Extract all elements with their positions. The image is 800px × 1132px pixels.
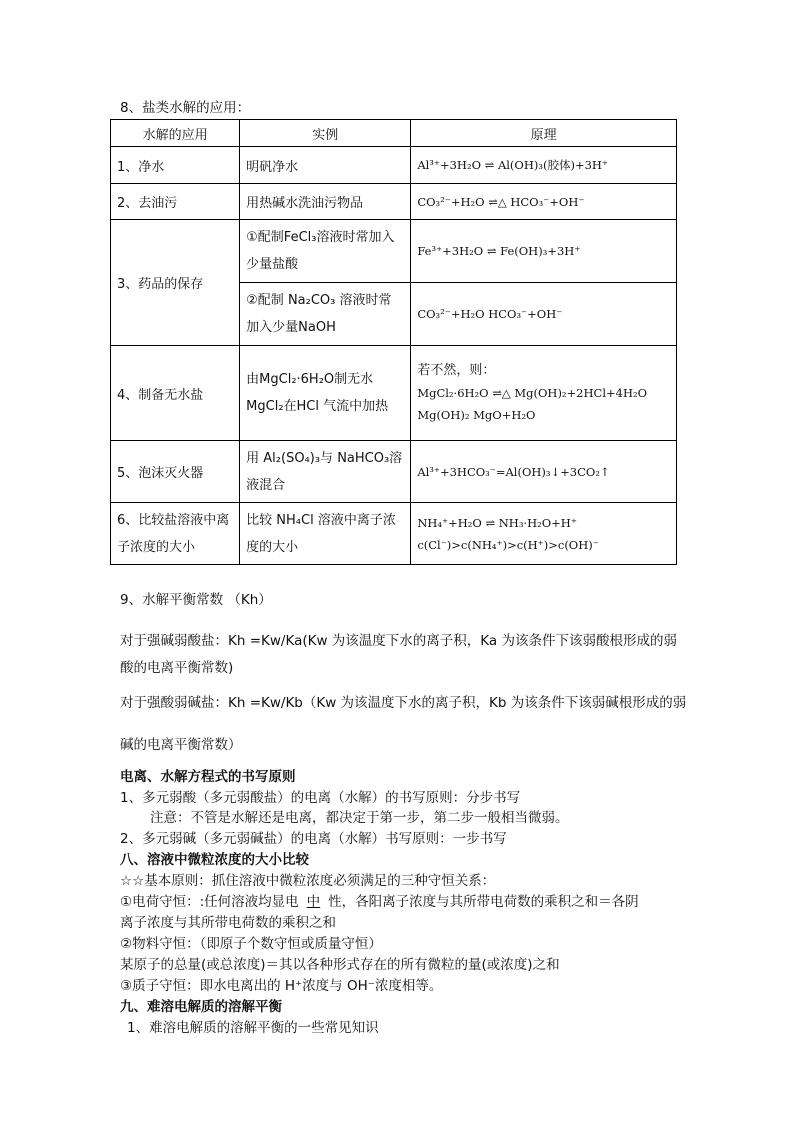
section-heading: 九、难溶电解质的溶解平衡 [120, 999, 282, 1015]
paragraph-line: 对于强碱弱酸盐：Kh =Kw/Ka(Kw 为该温度下水的离子积，Ka 为该条件下该弱酸根形成的弱 [120, 633, 677, 649]
table-row [111, 220, 677, 283]
table-cell-principle [411, 346, 677, 441]
table-cell-principle: CO₃²⁻+H₂O ⇌△ HCO₃⁻+OH⁻ [411, 184, 677, 220]
principle-line: MgCl₂·6H₂O ⇌△ Mg(OH)₂+2HCl+4H₂O [417, 386, 648, 400]
principle-line: NH₄⁺+H₂O ⇌ NH₃·H₂O+H⁺ [417, 515, 577, 530]
table-cell-app: 5、泡沫灭火器 [111, 441, 240, 503]
table-cell-app: 4、制备无水盐 [111, 346, 240, 441]
table-cell-app: 2、去油污 [111, 184, 240, 220]
table-row [111, 184, 677, 220]
paragraph-line: 碱的电离平衡常数） [120, 737, 242, 753]
text-span: ①电荷守恒：:任何溶液均显电 [120, 894, 299, 910]
table-cell-app: 3、药品的保存 [111, 220, 240, 346]
table-cell-app: 1、净水 [111, 147, 240, 184]
table-row [111, 503, 677, 565]
table-cell-principle: Al³⁺+3HCO₃⁻=Al(OH)₃↓+3CO₂↑ [411, 441, 677, 503]
table-cell-principle: CO₃²⁻+H₂O HCO₃⁻+OH⁻ [411, 283, 677, 346]
principle-line: 若不然，则： [417, 363, 496, 378]
table-cell-principle [411, 503, 677, 565]
paragraph-line: ②物料守恒：（即原子个数守恒或质量守恒） [120, 936, 382, 952]
underlined-blank: 中 [306, 894, 321, 910]
paragraph-line: 对于强酸弱碱盐：Kh =Kw/Kb（Kw 为该温度下水的离子积，Kb 为该条件下该弱碱根形成的弱 [120, 695, 687, 711]
paragraph-line: 1、多元弱酸（多元弱酸盐）的电离（水解）的书写原则：分步书写 [120, 790, 521, 806]
paragraph-line: 酸的电离平衡常数) [120, 660, 234, 676]
table-cell-example: 由MgCl₂·6H₂O制无水MgCl₂在HCl 气流中加热 [240, 346, 411, 441]
table-cell-example: 明矾净水 [240, 147, 411, 184]
paragraph-line: 2、多元弱碱（多元弱碱盐）的电离（水解）书写原则：一步书写 [120, 831, 507, 847]
section-8-title: 8、盐类水解的应用： [120, 100, 251, 116]
table-cell-example: 用热碱水洗油污物品 [240, 184, 411, 220]
section-heading: 电离、水解方程式的书写原则 [120, 769, 296, 785]
table-row [111, 441, 677, 503]
table-header: 原理 [411, 120, 677, 147]
paragraph-line: 注意：不管是水解还是电离，都决定于第一步，第二步一般相当微弱。 [150, 810, 569, 826]
table-row [111, 346, 677, 441]
table-header: 实例 [240, 120, 411, 147]
paragraph-line: ☆☆基本原则：抓住溶液中微粒浓度必须满足的三种守恒关系： [120, 873, 496, 889]
table-header-row [111, 120, 677, 147]
paragraph-line: 1、难溶电解质的溶解平衡的一些常见知识 [127, 1020, 379, 1036]
paragraph-line: 某原子的总量(或总浓度)＝其以各种形式存在的所有微粒的量(或浓度)之和 [120, 957, 560, 973]
text-span: 性，各阳离子浓度与其所带电荷数的乘积之和＝各阴 [328, 894, 639, 910]
table-cell-example: ①配制FeCl₃溶液时常加入少量盐酸 [240, 220, 411, 283]
principle-line: Mg(OH)₂ MgO+H₂O [417, 408, 536, 422]
principle-line: c(Cl⁻)>c(NH₄⁺)>c(H⁺)>c(OH)⁻ [417, 537, 599, 552]
table-header: 水解的应用 [111, 120, 240, 147]
section-heading: 八、溶液中微粒浓度的大小比较 [120, 852, 309, 868]
table-cell-principle: Fe³⁺+3H₂O ⇌ Fe(OH)₃+3H⁺ [411, 220, 677, 283]
table-cell-example: ②配制 Na₂CO₃ 溶液时常加入少量NaOH [240, 283, 411, 346]
table-cell-app: 6、比较盐溶液中离子浓度的大小 [111, 503, 240, 565]
table-cell-example: 用 Al₂(SO₄)₃与 NaHCO₃溶液混合 [240, 441, 411, 503]
section-9-title: 9、水解平衡常数 （Kh） [120, 592, 272, 608]
table-cell-principle: Al³⁺+3H₂O ⇌ Al(OH)₃(胶体)+3H⁺ [411, 147, 677, 184]
table-cell-example: 比较 NH₄Cl 溶液中离子浓度的大小 [240, 503, 411, 565]
paragraph-line [120, 892, 639, 912]
paragraph-line: ③质子守恒：即水电离出的 H⁺浓度与 OH⁻浓度相等。 [120, 978, 443, 994]
table-row [111, 147, 677, 184]
hydrolysis-table [110, 119, 677, 565]
paragraph-line: 离子浓度与其所带电荷数的乘积之和 [120, 915, 336, 931]
